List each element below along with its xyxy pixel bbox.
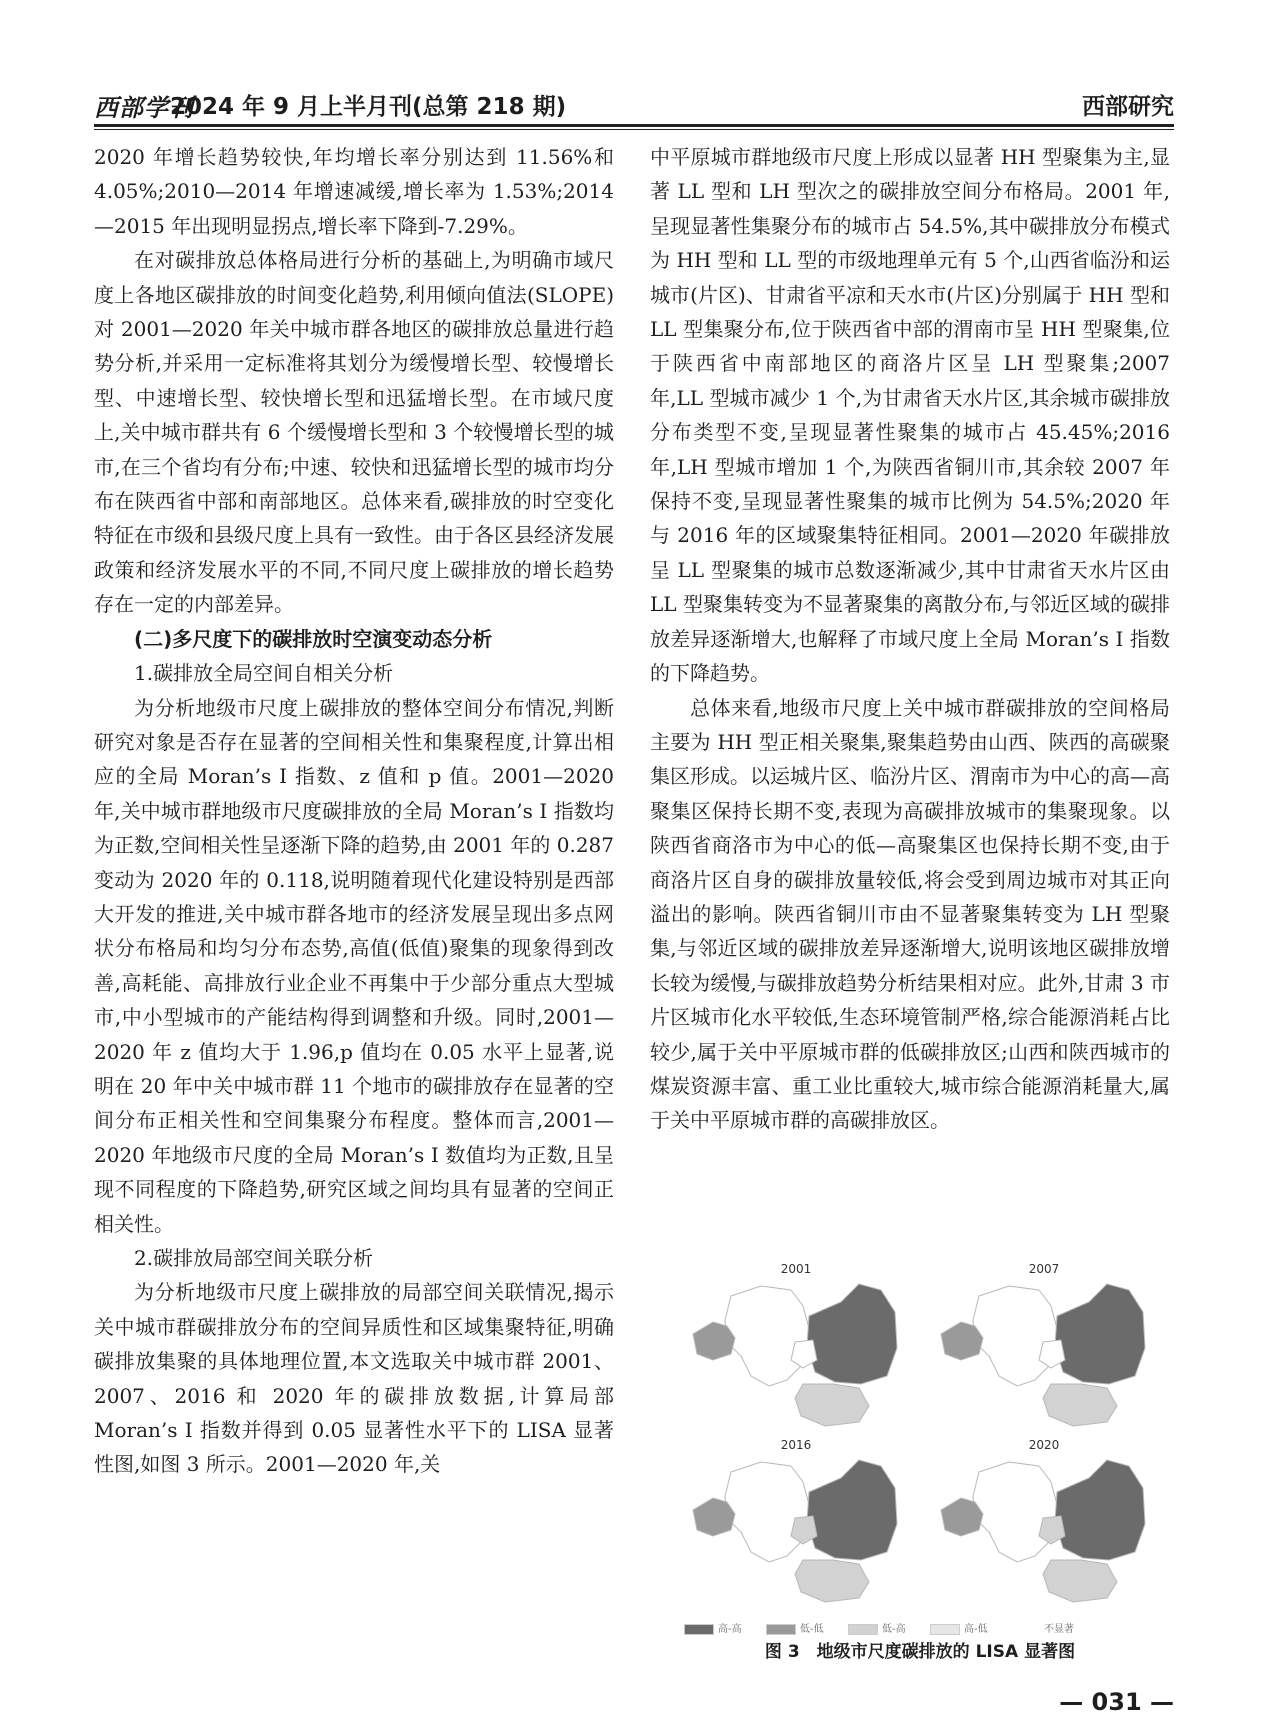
legend-item — [930, 1620, 988, 1634]
map-region-south — [795, 1384, 869, 1426]
page-number: — 031 — — [1059, 1688, 1174, 1716]
legend-item — [766, 1620, 824, 1634]
map-region-east — [807, 1460, 897, 1560]
header-rule — [94, 124, 1174, 127]
paragraph: 2020 年增长趋势较快,年均增长率分别达到 11.56%和 4.05%;2010—2014 年增速减缓,增长率为 1.53%;2014—2015 年出现明显拐点,增长率下降到-7.29%。 — [94, 145, 614, 238]
paragraph: 在对碳排放总体格局进行分析的基础上,为明确市域尺度上各地区碳排放的时间变化趋势,利用倾向值法(SLOPE)对 2001—2020 年关中城市群各地区的碳排放总量进行趋势分析,并采用一定标准将其划分为缓慢增长型、较慢增长型、中速增长型、较快增长型和迅猛增长型。在市域尺度上,关中城市群共有 6 个缓慢增长型和 3 个较慢增长型的城市,在三个省均有分布;中速、较快和迅猛增长型的城市均分布在陕西省中部和南部地区。总体来看,碳排放的时空变化特征在市级和县级尺度上具有一致性。由于各区县经济发展政策和经济发展水平的不同,不同尺度上碳排放的增长趋势存在一定的内部差异。 — [94, 248, 614, 617]
legend-label: 低-高 — [882, 1624, 906, 1635]
map-region-east — [807, 1284, 897, 1384]
section-heading: (二)多尺度下的碳排放时空演变动态分析 — [134, 626, 493, 651]
map-year-label: 2007 — [1028, 1262, 1060, 1276]
legend-item — [848, 1620, 906, 1634]
lisa-map — [928, 1276, 1160, 1432]
subsection-heading: 2.碳排放局部空间关联分析 — [134, 1246, 374, 1270]
lisa-map — [680, 1276, 912, 1432]
legend-swatch — [684, 1624, 714, 1635]
lisa-map — [680, 1452, 912, 1608]
legend-swatch — [1012, 1625, 1040, 1634]
journal-logo: 西部学刊 — [94, 93, 194, 122]
map-region-west — [693, 1498, 735, 1536]
map-panel-0 — [680, 1262, 912, 1432]
map-region-center — [973, 1462, 1059, 1562]
section-title: 西部研究 — [1082, 94, 1174, 120]
left-column — [94, 140, 614, 1482]
legend-label: 不显著 — [1044, 1624, 1074, 1635]
paragraph: 为分析地级市尺度上碳排放的局部空间关联情况,揭示关中城市群碳排放分布的空间异质性和区域集聚特征,明确碳排放集聚的具体地理位置,本文选取关中城市群 2001、2007、2016 和 2020 年的碳排放数据,计算局部 Moran’s I 指数并得到 0.05 显著性水平下的 LISA 显著性图,如图 3 所示。2001—2020 年,关 — [94, 1280, 614, 1477]
map-region-west — [941, 1498, 983, 1536]
legend-swatch — [766, 1624, 796, 1635]
map-legend — [718, 1620, 1160, 1635]
figure-caption: 图 3 地级市尺度碳排放的 LISA 显著图 — [764, 1642, 1076, 1662]
legend-item — [1012, 1620, 1074, 1634]
page-header — [94, 84, 1174, 124]
map-region-center — [725, 1462, 811, 1562]
lisa-map — [928, 1452, 1160, 1608]
header-rule-thin — [94, 129, 1174, 130]
map-panel-3 — [928, 1438, 1160, 1608]
legend-label: 低-低 — [800, 1624, 824, 1635]
map-region-center — [973, 1286, 1059, 1386]
map-region-east — [1055, 1460, 1145, 1560]
lisa-figure — [680, 1262, 1160, 1646]
issue-info: 2024 年 9 月上半月刊(总第 218 期) — [170, 94, 567, 120]
legend-swatch — [848, 1624, 878, 1635]
map-region-south — [795, 1560, 869, 1602]
paragraph: 中平原城市群地级市尺度上形成以显著 HH 型聚集为主,显著 LL 型和 LH 型次之的碳排放空间分布格局。2001 年,呈现显著性集聚分布的城市占 54.5%,其中碳排放分布模式为 HH 型和 LL 型的市级地理单元有 5 个,山西省临汾和运城市(片区)、甘肃省平凉和天水市(片区)分别属于 HH 型和 LL 型集聚分布,位于陕西省中部的渭南市呈 HH 型聚集,位于陕西省中南部地区的商洛片区呈 LH 型聚集;2007 年,LL 型城市减少 1 个,为甘肃省天水片区,其余城市碳排放分布类型不变,呈现显著性聚集的城市占 45.45%;2016 年,LH 型城市增加 1 个,为陕西省铜川市,其余较 2007 年保持不变,呈现显著性聚集的城市比例为 54.5%;2020 年与 2016 年的区域聚集特征相同。2001—2020 年碳排放呈 LL 型聚集的城市总数逐渐减少,其中甘肃省天水片区由 LL 型聚集转变为不显著聚集的离散分布,与邻近区域的碳排放差异逐渐增大,也解释了市域尺度上全局 Moran’s I 指数的下降趋势。 — [650, 145, 1170, 686]
legend-label: 高-高 — [718, 1624, 742, 1635]
map-region-south — [1043, 1384, 1117, 1426]
legend-swatch — [930, 1624, 960, 1635]
map-year-label: 2016 — [780, 1438, 812, 1452]
map-region-west — [941, 1322, 983, 1360]
map-region-center — [725, 1286, 811, 1386]
map-region-east — [1055, 1284, 1145, 1384]
map-region-west — [693, 1322, 735, 1360]
legend-label: 高-低 — [964, 1624, 988, 1635]
map-year-label: 2001 — [780, 1262, 812, 1276]
map-region-south — [1043, 1560, 1117, 1602]
paragraph: 为分析地级市尺度上碳排放的整体空间分布情况,判断研究对象是否存在显著的空间相关性和集聚程度,计算出相应的全局 Moran’s I 指数、z 值和 p 值。2001—2020 年,关中城市群地级市尺度碳排放的全局 Moran’s I 指数均为正数,空间相关性呈逐渐下降的趋势,由 2001 年的 0.287 变动为 2020 年的 0.118,说明随着现代化建设特别是西部大开发的推进,关中城市群各地市的经济发展呈现出多点网状分布格局和均匀分布态势,高值(低值)聚集的现象得到改善,高耗能、高排放行业企业不再集中于少部分重点大型城市,中小型城市的产能结构得到调整和升级。同时,2001—2020 年 z 值均大于 1.96,p 值均在 0.05 水平上显著,说明在 20 年中关中城市群 11 个地市的碳排放存在显著的空间分布正相关性和空间集聚分布程度。整体而言,2001—2020 年地级市尺度的全局 Moran’s I 数值均为正数,且呈现不同程度的下降趋势,研究区域之间均具有显著的空间正相关性。 — [94, 695, 614, 1236]
map-panel-1 — [928, 1262, 1160, 1432]
map-year-label: 2020 — [1028, 1438, 1060, 1452]
map-panel-2 — [680, 1438, 912, 1608]
right-column — [650, 140, 1170, 1138]
subsection-heading: 1.碳排放全局空间自相关分析 — [134, 661, 394, 686]
legend-item — [684, 1620, 742, 1634]
paragraph: 总体来看,地级市尺度上关中城市群碳排放的空间格局主要为 HH 型正相关聚集,聚集趋势由山西、陕西的高碳聚集区形成。以运城片区、临汾片区、渭南市为中心的高—高聚集区保持长期不变,表现为高碳排放城市的集聚现象。以陕西省商洛市为中心的低—高聚集区也保持长期不变,由于商洛片区自身的碳排放量较低,将会受到周边城市对其正向溢出的影响。陕西省铜川市由不显著聚集转变为 LH 型聚集,与邻近区域的碳排放差异逐渐增大,说明该地区碳排放增长较为缓慢,与碳排放趋势分析结果相对应。此外,甘肃 3 市片区城市化水平较低,生态环境管制严格,综合能源消耗占比较少,属于关中平原城市群的低碳排放区;山西和陕西城市的煤炭资源丰富、重工业比重较大,城市综合能源消耗量大,属于关中平原城市群的高碳排放区。 — [650, 695, 1170, 1133]
